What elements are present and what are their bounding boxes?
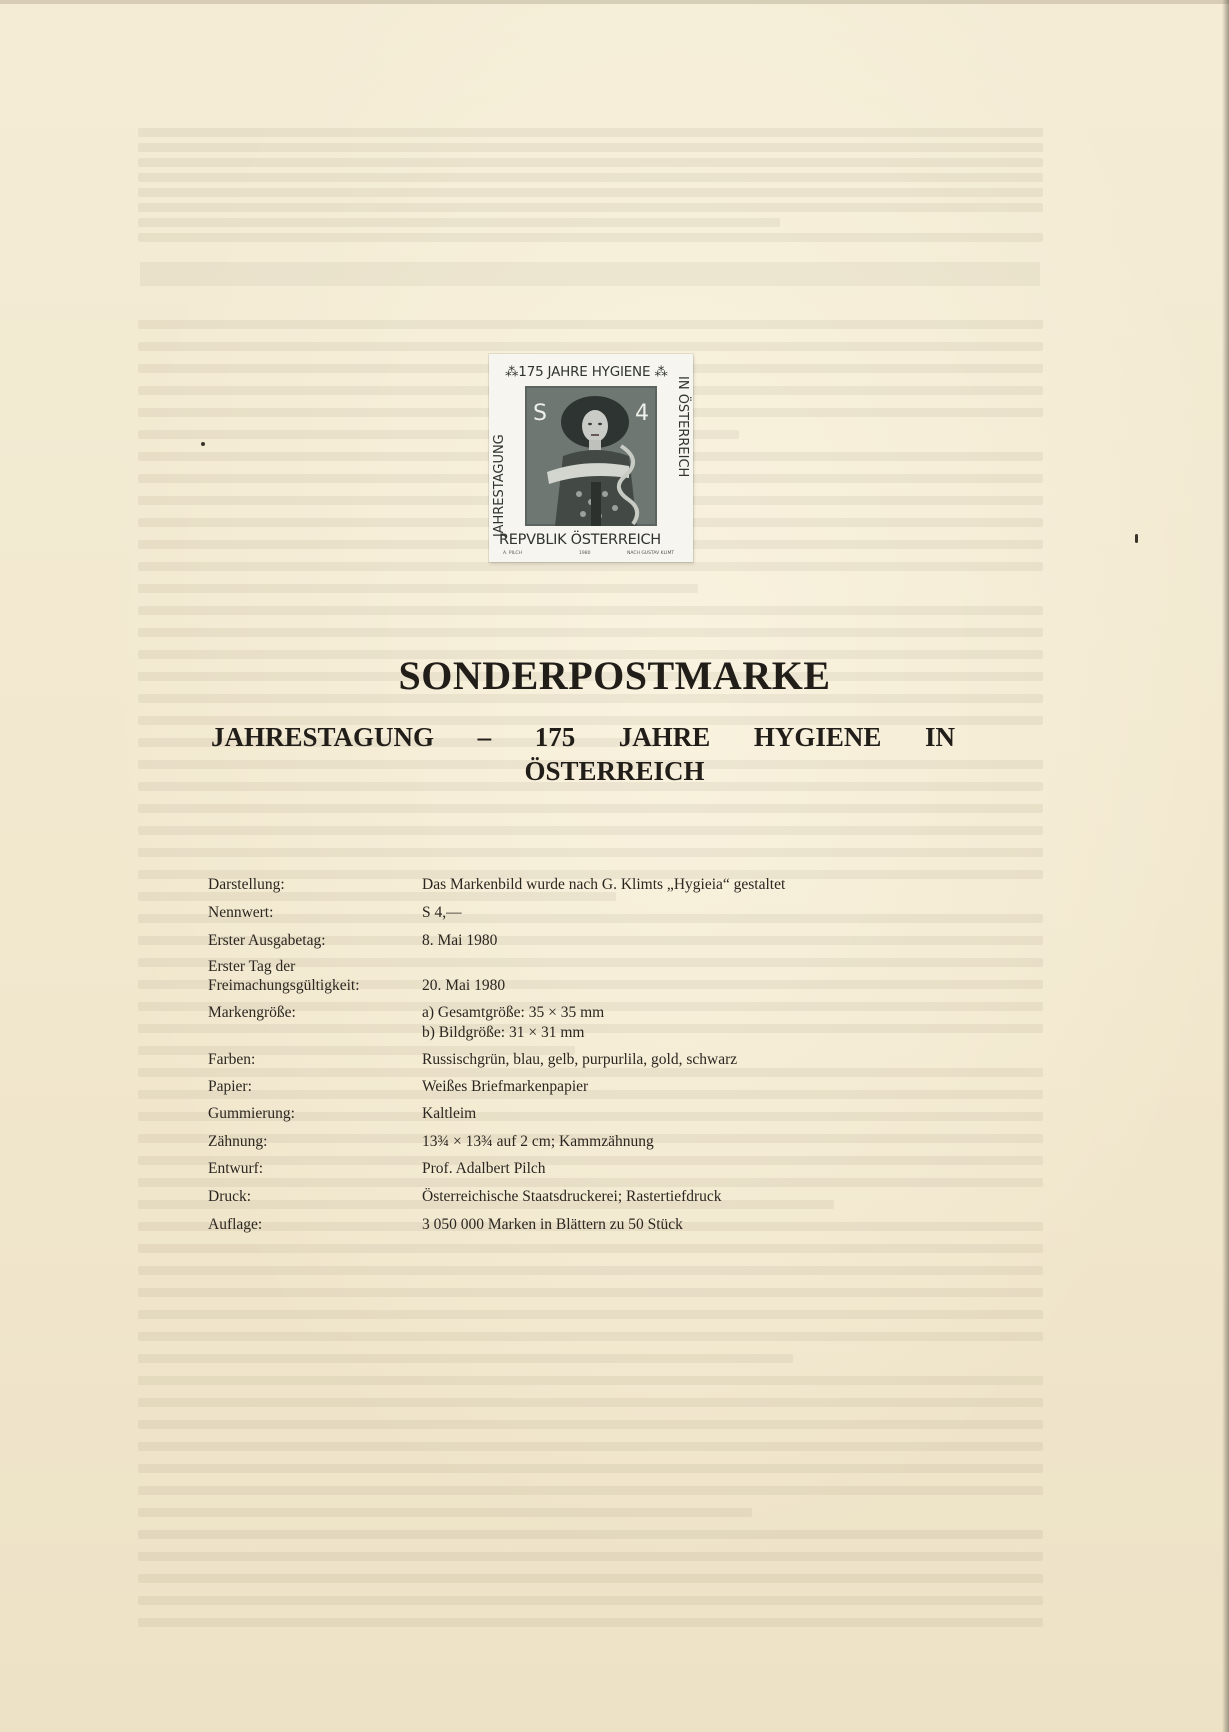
details-value: Weißes Briefmarkenpapier [422,1078,589,1095]
show-through-line [138,804,1043,813]
page-title: SONDERPOSTMARKE [398,653,831,698]
subtitle-word: HYGIENE [753,722,882,752]
show-through-line [138,562,1043,571]
show-through-line [138,1464,1043,1473]
stamp-denomination-value: 4 [635,401,649,426]
details-value: Prof. Adalbert Pilch [422,1160,546,1177]
details-label: Markengröße: [208,1004,296,1021]
stamp-right-inscription: IN ÖSTERREICH [675,376,690,478]
details-value: 13¾ × 13¾ auf 2 cm; Kammzähnung [422,1133,654,1150]
show-through-line [138,203,1043,212]
show-through-line [138,1574,1043,1583]
subtitle-word: JAHRESTAGUNG [211,722,435,752]
stamp-top-inscription: ⁂175 JAHRE HYGIENE ⁂ [505,364,668,380]
stamp-denomination-letter: S [533,401,547,426]
show-through-line [138,1596,1043,1605]
details-label: Auflage: [208,1216,263,1233]
details-label: Darstellung: [208,876,285,893]
details-value: Das Markenbild wurde nach G. Klimts „Hygieia“ gestaltet [422,876,786,893]
show-through-line [138,233,1043,242]
subtitle-line-1 [211,722,955,753]
details-label: Papier: [208,1078,252,1095]
stamp-credit-designer: A. PILCH [503,551,522,556]
show-through-line [138,1508,752,1517]
paper-top-edge [0,0,1229,4]
show-through-line [138,628,1043,637]
stamp-left-inscription: JAHRESTAGUNG [492,434,507,537]
details-value: 3 050 000 Marken in Blättern zu 50 Stück [422,1216,683,1233]
show-through-line [138,1420,1043,1429]
show-through-line [138,1178,1043,1187]
show-through-line [138,188,1043,197]
details-value: b) Bildgröße: 31 × 31 mm [422,1024,585,1041]
show-through-line [138,1024,1043,1033]
subtitle-word: JAHRE [618,722,711,752]
details-label: Farben: [208,1051,256,1068]
show-through-line [138,1486,1043,1495]
show-through-line [138,128,1043,137]
show-through-line [138,1530,1043,1539]
show-through-line [138,826,1043,835]
details-value: 20. Mai 1980 [422,977,506,994]
paper-right-edge [1222,0,1229,1732]
subtitle-word: – [477,722,492,752]
show-through-line [138,1288,1043,1297]
paper-speck [1135,534,1138,543]
details-label: Zähnung: [208,1133,268,1150]
show-through-line [138,342,1043,351]
subtitle-line-2: ÖSTERREICH [524,756,705,786]
show-through-line [138,1310,1043,1319]
paper-speck [201,442,205,446]
show-through-line [138,1090,1043,1099]
details-label: Gummierung: [208,1105,295,1122]
show-through-line [138,1068,1043,1077]
show-through-line [138,1354,793,1363]
show-through-line [138,158,1043,167]
details-value: Kaltleim [422,1105,477,1122]
details-label: Druck: [208,1188,252,1205]
details-value: S 4,— [422,904,462,921]
show-through-line [138,1442,1043,1451]
details-label: Freimachungsgültigkeit: [208,977,360,994]
stamp-credit-artist: NACH GUSTAV KLIMT [627,551,675,556]
show-through-line [138,914,1043,923]
stamp-hygieia-illustration [525,386,657,526]
subtitle-word: IN [924,722,955,752]
show-through-line [138,1552,1043,1561]
details-value: 8. Mai 1980 [422,932,498,949]
subtitle-word: 175 [534,722,576,752]
show-through-line [138,848,1043,857]
stamp-bottom-inscription: REPVBLIK ÖSTERREICH [499,532,661,548]
show-through-line [138,1244,1043,1253]
stamp-credit-year: 1980 [579,551,591,556]
details-value: Österreichische Staatsdruckerei; Rastertiefdruck [422,1188,722,1205]
show-through-line [138,1398,1043,1407]
show-through-line [138,584,698,593]
details-label: Erster Ausgabetag: [208,932,326,949]
show-through-heading [140,262,1040,286]
show-through-line [138,1156,1043,1165]
show-through-line [138,320,1043,329]
show-through-line [138,1332,1043,1341]
show-through-line [138,1266,1043,1275]
postage-stamp [489,354,693,562]
details-value: Russischgrün, blau, gelb, purpurlila, gold, schwarz [422,1051,738,1068]
details-label: Erster Tag der [208,958,296,975]
details-value: a) Gesamtgröße: 35 × 35 mm [422,1004,605,1021]
show-through-line [138,1376,1043,1385]
show-through-line [138,218,780,227]
show-through-line [138,1618,1043,1627]
details-label: Entwurf: [208,1160,264,1177]
details-label: Nennwert: [208,904,274,921]
show-through-line [138,173,1043,182]
show-through-line [138,606,1043,615]
show-through-line [138,143,1043,152]
